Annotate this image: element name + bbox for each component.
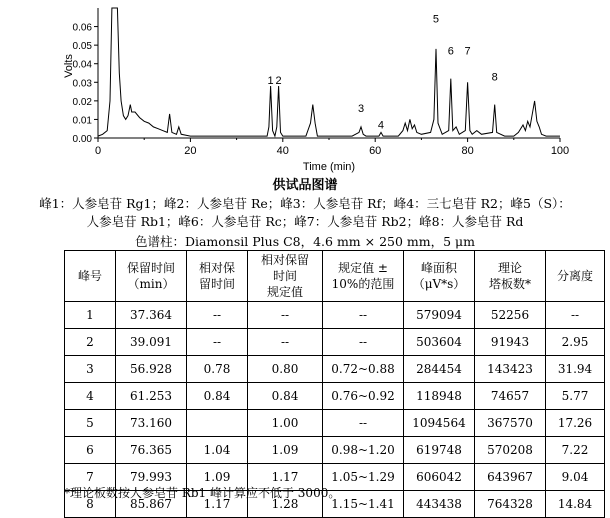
header-text: 相对保留: [260, 253, 309, 267]
table-cell: 31.94: [546, 356, 605, 383]
header-cell: [404, 251, 475, 302]
table-header-row: [65, 251, 605, 302]
table-cell: 619748: [404, 437, 475, 464]
header-text: 留时间: [198, 277, 235, 291]
header-text: 时间: [272, 269, 297, 283]
table-cell: 37.364: [116, 302, 187, 329]
table-cell: --: [323, 302, 404, 329]
table-cell: 0.72~0.88: [323, 356, 404, 383]
table-cell: 643967: [475, 464, 546, 491]
table-cell: 61.253: [116, 383, 187, 410]
header-cell: [187, 251, 248, 302]
table-cell: --: [323, 329, 404, 356]
y-axis-label: Volts: [63, 54, 75, 78]
table-cell: 118948: [404, 383, 475, 410]
table-cell: 1.17: [187, 491, 248, 518]
x-tick-label: 60: [369, 145, 382, 157]
x-tick-label: 20: [184, 145, 197, 157]
table-cell: --: [248, 329, 323, 356]
table-cell: 1.09: [248, 437, 323, 464]
x-tick-label: 80: [461, 145, 474, 157]
header-cell: [475, 251, 546, 302]
table-cell: 79.993: [116, 464, 187, 491]
table-footnote: *理论板数按人参皂苷 Rb1 峰计算应不低于 3000。: [64, 486, 341, 500]
y-tick-label: 0.03: [72, 78, 92, 90]
peak-labels: [268, 14, 498, 132]
header-cell: [323, 251, 404, 302]
table-cell: 579094: [404, 302, 475, 329]
y-tick-label: 0.04: [72, 59, 92, 71]
header-text: 10%的范围: [331, 277, 395, 291]
header-text: （μV*s）: [412, 277, 466, 291]
peak-label: 7: [464, 45, 471, 58]
column-info: 色谱柱：Diamonsil Plus C8，4.6 mm × 250 mm，5 μm: [134, 234, 476, 249]
table-row: [65, 410, 605, 437]
table-cell: 0.76~0.92: [323, 383, 404, 410]
table-row: [65, 329, 605, 356]
table-cell: 6: [65, 437, 116, 464]
chromatogram-chart: [0, 0, 610, 190]
peak-label: 4: [377, 119, 385, 132]
table-cell: 143423: [475, 356, 546, 383]
x-tick-label: 100: [550, 145, 570, 157]
x-tick-label: 0: [94, 145, 102, 157]
table-row: [65, 437, 605, 464]
table-cell: 14.84: [546, 491, 605, 518]
table-cell: 0.84: [187, 383, 248, 410]
table-cell: 91943: [475, 329, 546, 356]
header-text: （min）: [127, 277, 175, 291]
table-cell: --: [187, 302, 248, 329]
table-row: [65, 383, 605, 410]
header-cell: [65, 251, 116, 302]
header-text: 理论: [497, 261, 522, 275]
figure-title: 供试品图谱: [272, 178, 338, 193]
table-cell: 570208: [475, 437, 546, 464]
table-cell: 1.04: [187, 437, 248, 464]
table-cell: 1.00: [248, 410, 323, 437]
table-cell: 1.28: [248, 491, 323, 518]
peak-label: 3: [357, 102, 365, 115]
y-tick-label: 0.05: [72, 41, 92, 53]
table-cell: 2.95: [546, 329, 605, 356]
y-tick-label: 0.01: [72, 115, 92, 127]
y-tick-label: 0.06: [72, 22, 92, 34]
table-cell: --: [546, 302, 605, 329]
header-text: 分离度: [556, 269, 593, 283]
results-table: [64, 250, 605, 518]
table-cell: [187, 410, 248, 437]
x-axis-label: Time (min): [302, 161, 356, 173]
peak-label: 5: [432, 13, 440, 26]
header-text: 峰号: [77, 269, 102, 283]
table-cell: 1.15~1.41: [323, 491, 404, 518]
table-cell: 7.22: [546, 437, 605, 464]
table-cell: 7: [65, 464, 116, 491]
table-cell: 503604: [404, 329, 475, 356]
table-cell: 606042: [404, 464, 475, 491]
table-cell: 367570: [475, 410, 546, 437]
table-cell: 5: [65, 410, 116, 437]
peak-label: 8: [491, 71, 498, 84]
header-text: 峰面积: [420, 261, 457, 275]
table-cell: --: [187, 329, 248, 356]
table-cell: 1: [65, 302, 116, 329]
table-cell: 443438: [404, 491, 475, 518]
peak-label: 6: [447, 45, 454, 58]
header-text: 塔板数*: [488, 277, 531, 291]
table-cell: 56.928: [116, 356, 187, 383]
table-cell: 0.78: [187, 356, 248, 383]
peak-legend-line-2: 人参皂苷 Rb1；峰6：人参皂苷 Rc；峰7：人参皂苷 Rb2；峰8：人参皂苷 Rd: [86, 214, 524, 229]
table-cell: 74657: [475, 383, 546, 410]
table-cell: 284454: [404, 356, 475, 383]
table-cell: 3: [65, 356, 116, 383]
table-cell: 39.091: [116, 329, 187, 356]
header-cell: [248, 251, 323, 302]
table-cell: 0.84: [248, 383, 323, 410]
table-cell: 5.77: [546, 383, 605, 410]
y-tick-label: 0.02: [72, 96, 92, 108]
header-text: 规定值 ±: [338, 261, 388, 275]
peak-legend-line-1: 峰1：人参皂苷 Rg1；峰2：人参皂苷 Re；峰3：人参皂苷 Rf；峰4：三七皂苷 R2；峰5（S）：: [39, 196, 571, 211]
table-cell: 52256: [475, 302, 546, 329]
y-tick-label: 0.00: [72, 134, 92, 145]
header-cell: [116, 251, 187, 302]
header-text: 保留时间: [126, 261, 175, 275]
header-cell: [546, 251, 605, 302]
table-cell: 76.365: [116, 437, 187, 464]
table-cell: 1.05~1.29: [323, 464, 404, 491]
header-text: 规定值: [266, 285, 303, 299]
peak-label: 2: [275, 75, 282, 87]
table-cell: 2: [65, 329, 116, 356]
header-text: 相对保: [198, 261, 235, 275]
table-row: [65, 356, 605, 383]
table-cell: 0.98~1.20: [323, 437, 404, 464]
table-cell: --: [323, 410, 404, 437]
table-cell: 1.09: [187, 464, 248, 491]
table-cell: 1094564: [404, 410, 475, 437]
table-cell: 4: [65, 383, 116, 410]
table-cell: 9.04: [546, 464, 605, 491]
table-cell: --: [248, 302, 323, 329]
table-cell: 1.17: [248, 464, 323, 491]
table-cell: 17.26: [546, 410, 605, 437]
x-tick-label: 40: [276, 145, 289, 157]
table-cell: 764328: [475, 491, 546, 518]
table-cell: 85.867: [116, 491, 187, 518]
table-cell: 73.160: [116, 410, 187, 437]
table-cell: 8: [65, 491, 116, 518]
peak-label: 1: [267, 75, 274, 87]
table-row: [65, 302, 605, 329]
table-cell: 0.80: [248, 356, 323, 383]
chart-ticks: [73, 23, 570, 157]
